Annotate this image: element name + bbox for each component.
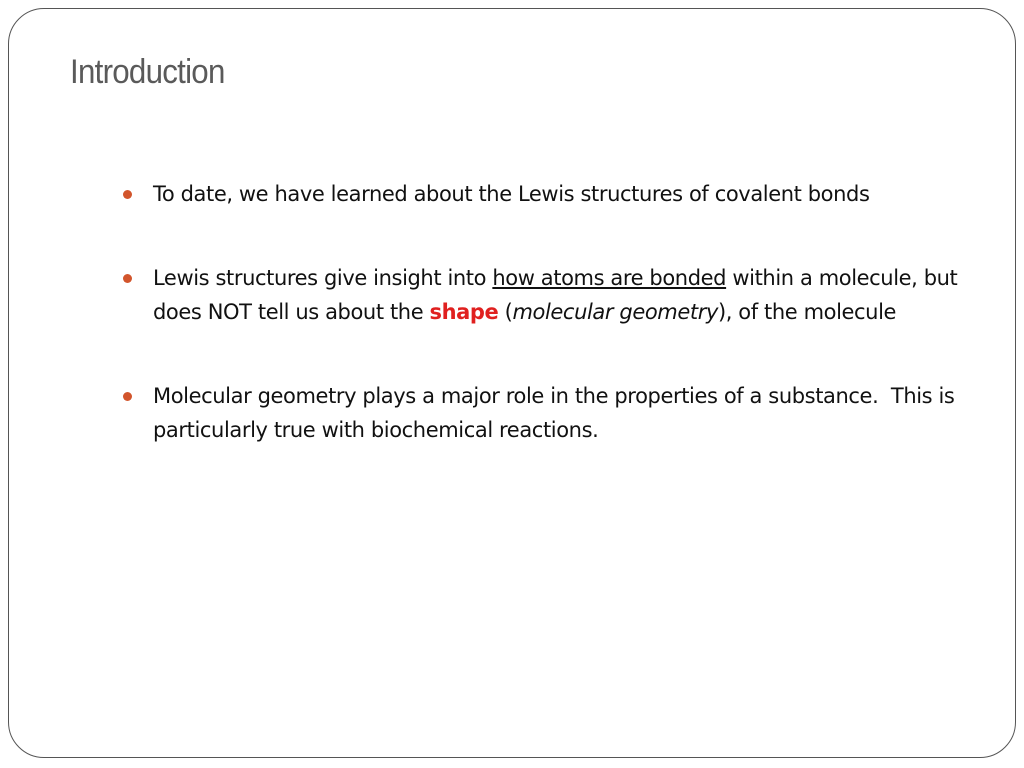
- slide-title: Introduction: [70, 53, 225, 91]
- bullet-dot-icon: [123, 392, 132, 401]
- bullet-text-segment: Lewis structures give insight into: [153, 266, 493, 290]
- bullet-text: Molecular geometry plays a major role in the properties of a substance. This is particularly true with biochemical reactions.: [153, 384, 961, 442]
- underlined-phrase: how atoms are bonded: [492, 266, 727, 290]
- bullet-text-segment: ), of the molecule: [717, 300, 897, 324]
- bullet-text: To date, we have learned about the Lewis structures of covalent bonds: [153, 182, 870, 206]
- bullet-text-segment: (: [498, 300, 513, 324]
- bullet-item-1: [123, 177, 983, 211]
- bullet-item-3: [123, 379, 983, 447]
- emphasis-word: shape: [429, 300, 499, 324]
- bullet-text-segment: within a molecule, but does NOT tell us about the: [153, 266, 958, 324]
- bullet-dot-icon: [123, 274, 132, 283]
- bullet-list: [123, 177, 983, 497]
- bullet-item-2: [123, 261, 983, 329]
- slide-frame: [8, 8, 1016, 758]
- bullet-dot-icon: [123, 190, 132, 199]
- italic-phrase: molecular geometry: [512, 300, 718, 324]
